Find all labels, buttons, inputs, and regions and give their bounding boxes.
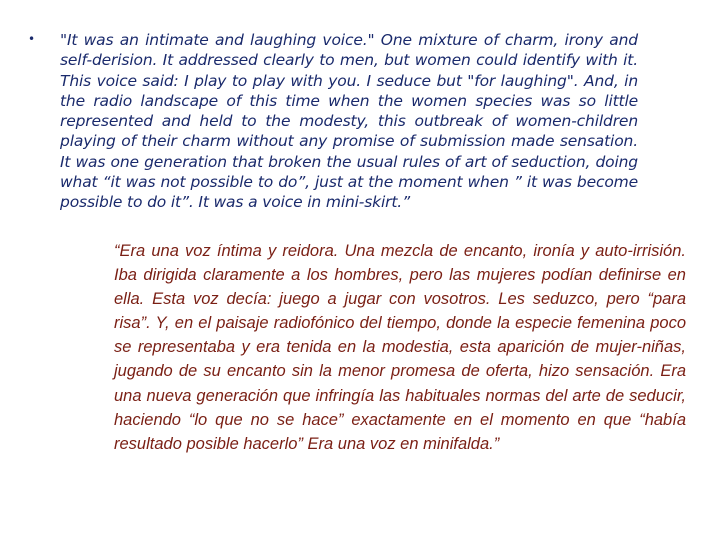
english-quote-bullet-item	[28, 30, 638, 213]
spanish-quote-text: “Era una voz íntima y reidora. Una mezcla de encanto, ironía y auto-irrisión. Iba dirigida claramente a los hombres, pero las mujeres podían definirse en ella. Esta voz decía: juego a jugar con vosotros. Les seduzco, pero “para risa”. Y, en el paisaje radiofónico del tiempo, donde la especie femenina poco se representaba y era tenida en la modestia, esta aparición de mujer-niñas, jugando de su encanto sin la menor promesa de oferta, hizo sensación. Era una nueva generación que infringía las habituales normas del arte de seducir, haciendo “lo que no se hace” exactamente en el momento en que “había resultado posible hacerlo” Era una voz en minifalda.”	[114, 242, 686, 453]
english-quote-text: "It was an intimate and laughing voice." One mixture of charm, irony and self-derision. It addressed clearly to men, but women could identify with it. This voice said: I play to play with you. I seduce but "for laughing". And, in the radio landscape of this time when the women species was so little represented and held to the modesty, this outbreak of women-children playing of their charm without any promise of submission made sensation. It was one generation that broken the usual rules of art of seduction, doing what “it was not possible to do”, just at the moment when ” it was become possible to do it”. It was a voice in mini-skirt.”	[60, 31, 638, 212]
bullet-point: •	[28, 32, 36, 46]
